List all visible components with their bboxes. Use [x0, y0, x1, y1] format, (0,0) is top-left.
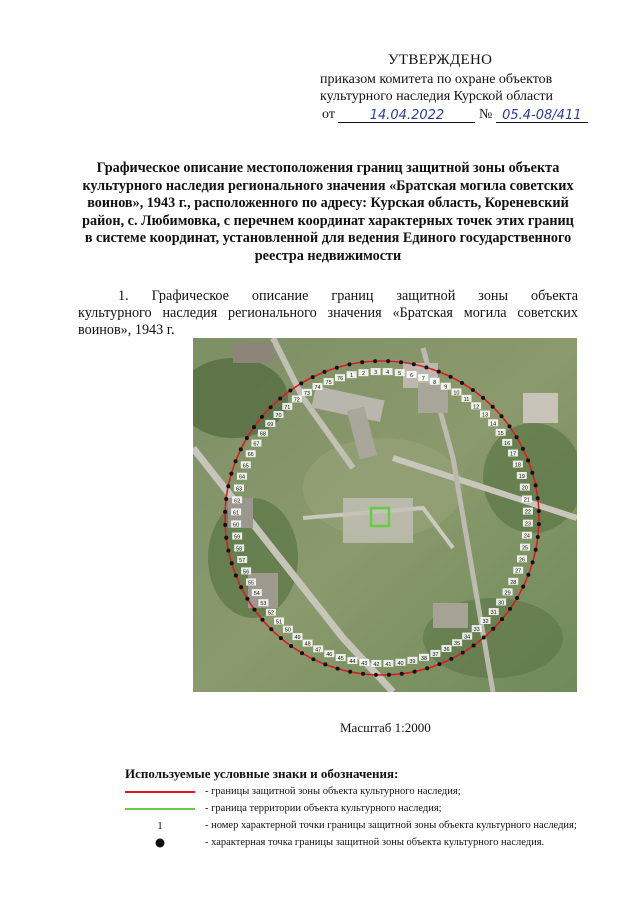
- boundary-point: [500, 414, 504, 418]
- boundary-point: [471, 388, 475, 392]
- point-number-label: 46: [326, 652, 333, 659]
- point-number-label: 30: [498, 600, 505, 607]
- section-paragraph: [78, 288, 578, 339]
- point-number-label: 20: [521, 485, 528, 492]
- point-number-label: 28: [510, 579, 517, 586]
- boundary-point: [491, 405, 495, 409]
- from-label: от: [322, 107, 335, 122]
- point-number-label: 22: [524, 509, 531, 516]
- point-number-label: 29: [504, 590, 511, 597]
- boundary-point: [530, 471, 534, 475]
- point-number-label: 44: [349, 659, 356, 665]
- point-number-label: 43: [361, 660, 368, 667]
- boundary-point: [500, 617, 504, 621]
- legend-title: Используемые условные знаки и обозначения:: [125, 766, 399, 781]
- red-line-symbol: [125, 786, 195, 800]
- approval-date: 14.04.2022: [369, 108, 445, 123]
- boundary-point: [260, 415, 264, 419]
- legend-text: - границы защитной зоны объекта культурного наследия;: [205, 786, 461, 797]
- boundary-point: [323, 662, 327, 666]
- boundary-point: [335, 366, 339, 370]
- boundary-point: [234, 574, 238, 578]
- boundary-point: [269, 627, 273, 631]
- approval-number: 05.4-08/411: [502, 108, 582, 123]
- boundary-point: [526, 573, 530, 577]
- point-number-label: 23: [524, 521, 531, 528]
- point-number-label: 32: [482, 619, 489, 625]
- boundary-point: [269, 405, 273, 409]
- boundary-point: [534, 548, 538, 552]
- boundary-point: [438, 662, 442, 666]
- boundary-point: [537, 522, 541, 526]
- boundary-point: [531, 560, 535, 564]
- boundary-point: [536, 535, 540, 539]
- boundary-point: [526, 459, 530, 463]
- point-number-label: 42: [373, 661, 380, 668]
- boundary-point: [348, 670, 352, 674]
- building: [523, 393, 558, 423]
- point-number-label: 71: [284, 404, 291, 411]
- boundary-point: [239, 585, 243, 589]
- dot-symbol: [125, 837, 195, 851]
- point-number-label: 37: [432, 651, 439, 658]
- point-number-label: 10: [453, 390, 460, 397]
- boundary-point: [239, 447, 243, 451]
- point-number-label: 67: [253, 441, 260, 448]
- point-number-label: 64: [238, 474, 246, 481]
- boundary-point: [252, 425, 256, 429]
- boundary-point: [449, 375, 453, 379]
- point-number-label: 45: [337, 656, 344, 662]
- point-number-label: 59: [234, 534, 241, 541]
- boundary-point: [361, 672, 365, 676]
- point-number-label: 36: [443, 647, 450, 653]
- boundary-point: [537, 509, 541, 513]
- boundary-point: [374, 673, 378, 677]
- boundary-point: [481, 396, 485, 400]
- boundary-point: [399, 360, 403, 364]
- point-number-label: 63: [235, 486, 243, 493]
- approval-line-2: культурного наследия Курской области: [320, 89, 554, 104]
- point-number-label: 31: [490, 610, 497, 617]
- point-number-label: 41: [385, 661, 392, 668]
- boundary-point: [223, 523, 227, 527]
- boundary-point: [311, 657, 315, 661]
- point-number-label: 40: [397, 660, 404, 667]
- point-number-label: 62: [234, 498, 241, 505]
- point-number-label: 75: [325, 380, 332, 387]
- approval-date-number: [322, 106, 602, 123]
- approval-line-1: приказом комитета по охране объектов: [320, 72, 553, 87]
- point-number-label: 66: [247, 452, 254, 459]
- point-number-label: 56: [243, 569, 250, 576]
- point-number-label: 48: [304, 641, 311, 648]
- boundary-point: [226, 549, 230, 553]
- boundary-point: [299, 381, 303, 385]
- boundary-point: [360, 360, 364, 364]
- point-number-label: 7: [421, 376, 425, 382]
- point-number-label: 9: [444, 384, 448, 391]
- boundary-point: [300, 651, 304, 655]
- point-number-label: 60: [233, 522, 240, 529]
- boundary-point: [491, 627, 495, 631]
- point-number-label: 14: [490, 421, 497, 428]
- map-scale: Масштаб 1:2000: [340, 720, 431, 735]
- point-number-label: 33: [473, 627, 480, 634]
- approval-heading: УТВЕРЖДЕНО: [388, 52, 493, 68]
- point-number-label: 69: [267, 421, 274, 428]
- boundary-point: [534, 483, 538, 487]
- point-number-label: 54: [253, 591, 260, 598]
- point-number-label: 76: [336, 376, 344, 383]
- map-image: [193, 338, 577, 692]
- boundary-point: [437, 370, 441, 374]
- boundary-point: [412, 362, 416, 366]
- boundary-point: [425, 666, 429, 670]
- boundary-point: [347, 362, 351, 366]
- point-number-label: 24: [523, 533, 530, 540]
- boundary-point: [253, 608, 257, 612]
- number-symbol: 1: [157, 820, 163, 832]
- boundary-point: [386, 359, 390, 363]
- boundary-point: [311, 375, 315, 379]
- number-label: №: [478, 107, 493, 122]
- boundary-point: [224, 536, 228, 540]
- point-number-label: 70: [275, 413, 282, 419]
- point-number-label: 5: [398, 371, 402, 378]
- point-number-label: 65: [242, 463, 249, 470]
- point-number-label: 34: [464, 634, 471, 641]
- point-number-label: 72: [293, 397, 300, 404]
- boundary-point: [461, 651, 465, 655]
- boundary-point: [373, 359, 377, 363]
- point-number-label: 6: [410, 373, 414, 379]
- green-line-symbol: [125, 803, 195, 817]
- point-number-label: 3: [374, 370, 378, 377]
- boundary-point: [224, 497, 228, 501]
- point-number-label: 1: [350, 373, 354, 380]
- boundary-point: [230, 561, 234, 565]
- point-number-label: 4: [386, 370, 390, 377]
- boundary-point: [223, 510, 227, 514]
- section-rest: культурного наследия регионального значения «Братская могила советских воинов», 1943 г.: [78, 305, 578, 338]
- boundary-point: [336, 667, 340, 671]
- point-number-label: 38: [420, 655, 428, 662]
- boundary-point: [245, 436, 249, 440]
- section-first-line: 1. Графическое описание границ защитной зоны объекта: [118, 288, 578, 304]
- point-number-label: 16: [504, 440, 511, 447]
- boundary-point: [229, 472, 233, 476]
- document-title: Графическое описание местоположения границ защитной зоны объекта культурного наследия регионального значения «Братская могила советских воинов», 1943 г., расположенного по адресу: Курская область, Кореневский район, с. Любимовка, с перечнем координат характерных точек этих границ в системе координат, установленной для ведения Единого государственного реестра недвижимости: [82, 160, 574, 264]
- point-number-label: 2: [361, 371, 366, 378]
- boundary-point: [521, 447, 525, 451]
- boundary-point: [234, 459, 238, 463]
- point-number-label: 21: [523, 497, 530, 504]
- point-number-label: 15: [497, 430, 504, 437]
- boundary-point: [424, 365, 428, 369]
- boundary-point: [245, 597, 249, 601]
- boundary-point: [400, 672, 404, 676]
- legend-text: - характерная точка границы защитной зоны объекта культурного наследия.: [205, 837, 545, 848]
- boundary-point: [508, 424, 512, 428]
- point-number-label: 13: [481, 412, 489, 419]
- boundary-point: [278, 397, 282, 401]
- boundary-point: [387, 673, 391, 677]
- boundary-point: [449, 657, 453, 661]
- building: [433, 603, 468, 628]
- boundary-point: [521, 585, 525, 589]
- point-number-label: 57: [239, 558, 246, 564]
- boundary-point: [413, 670, 417, 674]
- point-number-label: 8: [433, 379, 437, 386]
- boundary-point: [279, 636, 283, 640]
- point-number-label: 55: [247, 580, 255, 587]
- point-number-label: 50: [284, 627, 291, 634]
- point-number-label: 35: [454, 641, 461, 648]
- point-number-label: 11: [463, 396, 470, 403]
- boundary-point: [289, 644, 293, 648]
- point-number-label: 39: [409, 658, 416, 665]
- point-number-label: 61: [233, 510, 240, 517]
- boundary-point: [460, 381, 464, 385]
- building: [233, 343, 273, 363]
- point-number-label: 68: [259, 431, 266, 438]
- point-number-label: 18: [514, 462, 521, 469]
- point-number-label: 53: [260, 601, 267, 608]
- boundary-point: [536, 496, 540, 500]
- point-number-label: 58: [236, 546, 243, 553]
- boundary-point: [515, 596, 519, 600]
- legend-text: - граница территории объекта культурного наследия;: [205, 803, 442, 814]
- legend-text: - номер характерной точки границы защитной зоны объекта культурного наследия;: [205, 820, 577, 831]
- point-number-label: 49: [294, 635, 301, 642]
- point-number-label: 74: [314, 385, 321, 391]
- point-number-label: 26: [518, 557, 526, 564]
- point-number-label: 52: [267, 610, 274, 617]
- boundary-point: [482, 636, 486, 640]
- boundary-point: [323, 370, 327, 374]
- boundary-point: [472, 644, 476, 648]
- point-number-label: 12: [473, 404, 480, 411]
- boundary-point: [261, 618, 265, 622]
- point-number-label: 47: [315, 647, 322, 654]
- point-number-label: 73: [303, 390, 310, 397]
- point-number-label: 17: [509, 451, 517, 458]
- memorial-plaza: [343, 498, 413, 543]
- boundary-point: [508, 607, 512, 611]
- boundary-point: [226, 484, 230, 488]
- point-number-label: 25: [521, 545, 529, 552]
- boundary-point: [515, 435, 519, 439]
- boundary-point: [288, 389, 292, 393]
- point-number-label: 19: [518, 474, 525, 480]
- point-number-label: 51: [275, 619, 283, 626]
- point-number-label: 27: [515, 568, 522, 575]
